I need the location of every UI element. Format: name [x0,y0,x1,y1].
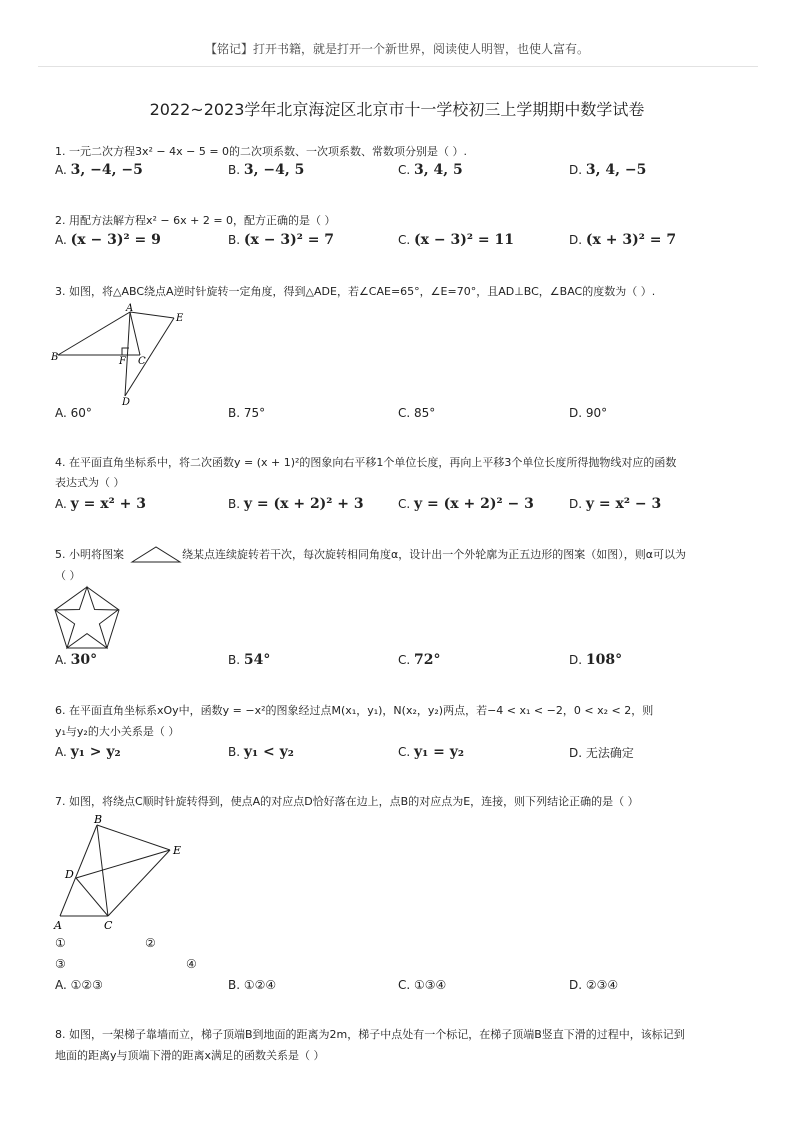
segment-ae [130,312,174,318]
option-d-label: D. [569,497,583,511]
option-a-value: y₁ > y₂ [70,744,121,760]
option-a-value: (x − 3)² = 9 [70,232,161,248]
question-6-stem-line1: 6. 在平面直角坐标系xOy中，函数y = −x²的图象经过点M(x₁，y₁)，N(x₂，y₂)两点，若−4 < x₁ < −2，0 < x₂ < 2，则 [55,704,654,717]
point-c-label: C [138,356,146,367]
option-d-label: D. [569,233,583,247]
option-b-label: B. [228,233,241,247]
option-a: A. 60° [55,406,92,420]
point-e-label: E [176,313,184,324]
question-7-stem: 7. 如图，将绕点C顺时针旋转得到，使点A的对应点D恰好落在边上，点B的对应点为E，连接，则下列结论正确的是（ ） [55,795,639,808]
point-b-label: B [94,813,103,826]
point-c-label: C [104,919,113,932]
option-c-value: (x − 3)² = 11 [414,232,514,248]
option-a-label: A. [55,163,67,177]
option-d: D. 90° [569,406,608,420]
option-b: B. 75° [228,406,266,420]
question-5-stem-line2: （ ） [55,569,81,582]
option-a-label: A. [55,745,67,759]
option-d-value: 无法确定 [585,746,634,760]
statement-1-marker: ① [55,936,66,950]
option-c-label: C. [398,745,411,759]
segment-ec [108,850,170,916]
point-a-label: A [126,303,134,314]
option-c-label: C. [398,163,411,177]
question-6-stem-line2: y₁与y₂的大小关系是（ ） [55,725,180,738]
question-3-figure [50,302,200,407]
option-b-label: B. [228,745,241,759]
option-d-value: y = x² − 3 [585,496,662,512]
option-a: A. ①②③ [55,978,103,992]
option-d: D. ②③④ [569,978,619,992]
option-d-label: D. [569,653,583,667]
option-c-label: C. [398,653,411,667]
question-8-stem-line2: 地面的距离y与顶端下滑的距离x满足的函数关系是（ ） [55,1049,325,1062]
question-5-stem-pre: 5. 小明将图案 [55,548,124,561]
option-c: C. ①③④ [398,978,447,992]
question-2-stem: 2. 用配方法解方程x² − 6x + 2 = 0，配方正确的是（ ） [55,214,336,227]
option-b-label: B. [228,497,241,511]
question-4-stem-line2: 表达式为（ ） [55,476,125,489]
option-d-label: D. [569,746,583,760]
question-5-pattern-figure [130,544,182,564]
header-divider [38,66,758,67]
option-d-value: 3, 4, −5 [585,162,647,178]
question-8-stem-line1: 8. 如图，一架梯子靠墙而立，梯子顶端B到地面的距离为2m，梯子中点处有一个标记，在梯子顶端B竖直下滑的过程中，该标记到 [55,1028,685,1041]
question-1-stem: 1. 一元二次方程3x² − 4x − 5 = 0的二次项系数、一次项系数、常数项分别是（ ）. [55,145,468,158]
option-d-value: 108° [585,652,623,668]
option-b-value: 3, −4, 5 [243,162,305,178]
page-title: 2022~2023学年北京海淀区北京市十一学校初三上学期期中数学试卷 [149,100,645,119]
point-b-label: B [51,352,59,363]
outer-pentagon [55,587,119,648]
point-d-label: D [65,868,74,881]
statement-3-marker: ③ [55,957,66,971]
point-d-label: D [122,397,131,407]
point-a-label: A [54,919,62,932]
option-a-value: 3, −4, −5 [70,162,143,178]
statement-2-marker: ② [145,936,156,950]
option-a-value: y = x² + 3 [70,496,146,512]
point-f-label: F [119,356,126,367]
point-e-label: E [173,844,182,857]
option-a-label: A. [55,233,67,247]
question-5-pentagon-figure [52,585,122,651]
option-c: C. 85° [398,406,436,420]
option-c-value: 3, 4, 5 [414,162,463,178]
segment-de [76,850,170,878]
option-a-value: 30° [70,652,98,668]
segment-de [125,318,174,396]
question-3-stem: 3. 如图，将△ABC绕点A逆时针旋转一定角度，得到△ADE，若∠CAE=65°，∠E=70°，且AD⊥BC，∠BAC的度数为（ ）. [55,285,656,298]
option-c-label: C. [398,233,411,247]
option-b: B. ①②④ [228,978,277,992]
option-a-label: A. [55,497,67,511]
segment-dc [76,878,108,916]
option-c-value: y₁ = y₂ [414,744,465,760]
motto-text: 【铭记】打开书籍，就是打开一个新世界，阅读使人明智，也使人富有。 [204,42,589,56]
question-7-figure [50,812,190,932]
statement-4-marker: ④ [186,957,197,971]
option-b-value: 54° [243,652,271,668]
option-b-value: y₁ < y₂ [243,744,294,760]
option-b-label: B. [228,163,241,177]
option-d-label: D. [569,163,583,177]
option-b-value: y = (x + 2)² + 3 [243,496,364,512]
segment-ac [130,312,140,355]
option-c-label: C. [398,497,411,511]
option-b-value: (x − 3)² = 7 [243,232,335,248]
question-5-stem-post: 绕某点连续旋转若干次，每次旋转相同角度α，设计出一个外轮廓为正五边形的图案（如图），则α可以为 [182,548,686,561]
segment-ab [58,312,130,355]
segment-ad [125,312,130,396]
option-b-label: B. [228,653,241,667]
option-c-value: y = (x + 2)² − 3 [414,496,534,512]
option-c-value: 72° [414,652,441,668]
option-a-label: A. [55,653,67,667]
option-d-value: (x + 3)² = 7 [585,232,677,248]
question-4-stem-line1: 4. 在平面直角坐标系中，将二次函数y = (x + 1)²的图象向右平移1个单位长度，再向上平移3个单位长度所得抛物线对应的函数 [55,456,677,469]
segment-be [97,825,170,850]
